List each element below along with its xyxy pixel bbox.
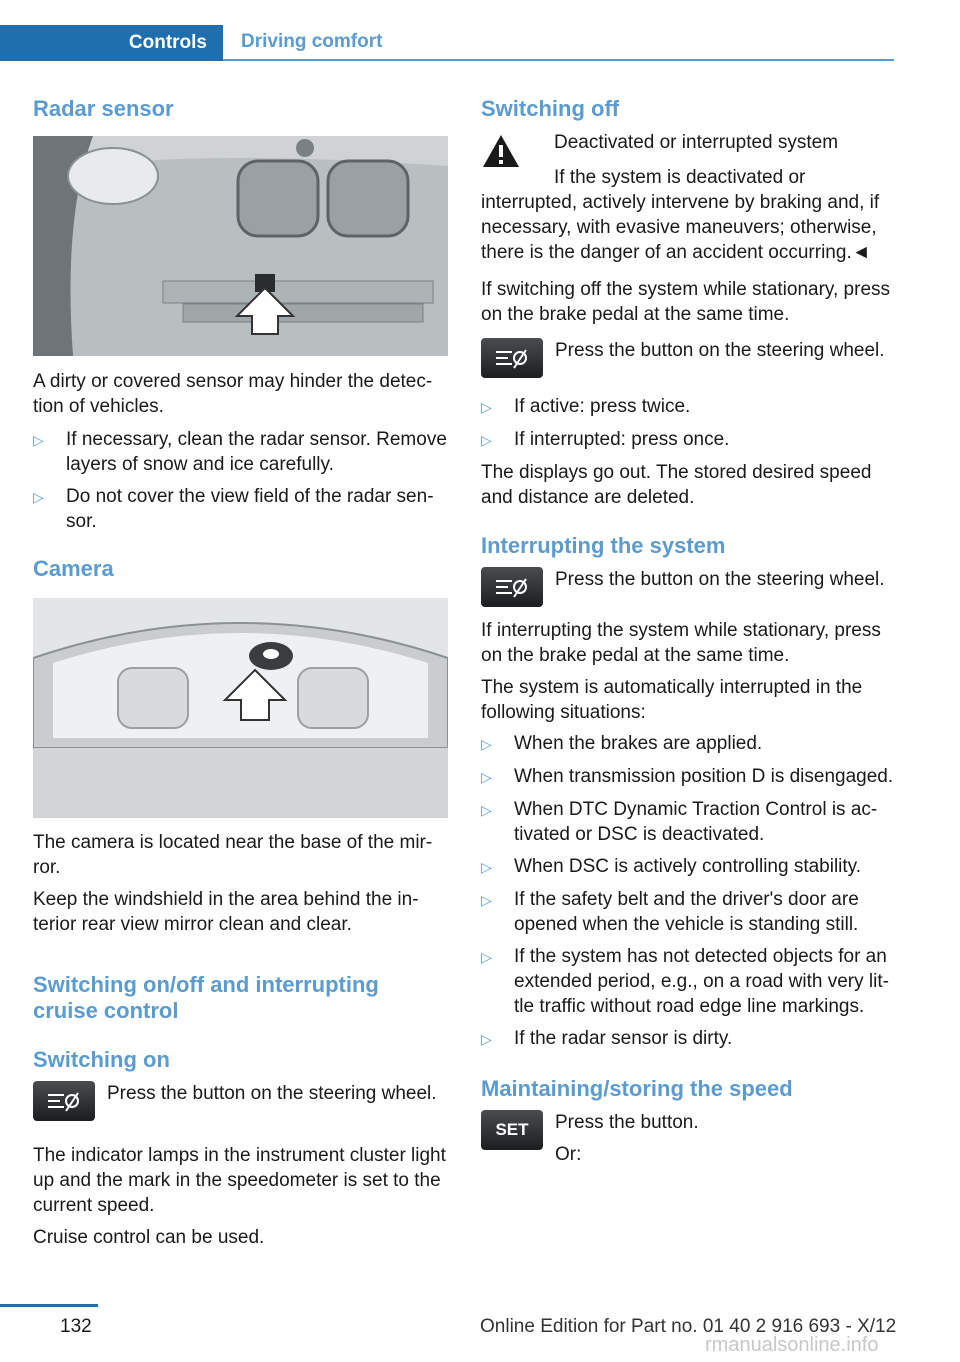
- warning-block: [481, 130, 897, 169]
- interrupt-text-situations: The system is automatically interrupted in the following situations:: [481, 677, 863, 723]
- triangle-bullet-icon: ▷: [481, 769, 492, 785]
- footer-rule: [0, 1304, 98, 1307]
- list-item: ▷ If the radar sensor is dirty.: [481, 1026, 897, 1052]
- warning-icon: [481, 133, 521, 169]
- switching-off-heading: Switching off: [481, 96, 620, 121]
- switch-on-text-lamps: The indicator lamps in the instrument cluster light up and the mark in the speedometer is set to the current speed.: [33, 1145, 446, 1216]
- list-item: ▷ If the system has not detected objects for an extended period, e.g., on a road with very little traffic without road edge line markings.: [481, 946, 889, 1017]
- warning-text: If the system is deactivated or interrupted, actively intervene by braking and, if necessary, with evasive maneuvers; otherwise, there is the danger of an accident occurring.◄: [481, 167, 880, 263]
- interrupt-list: [481, 731, 897, 1052]
- edition-text: Online Edition for Part no. 01 40 2 916 693 - X/12: [480, 1316, 897, 1337]
- windshield-illustration: [33, 598, 448, 818]
- maintain-text-or: Or:: [555, 1144, 582, 1165]
- camera-photo: [33, 598, 448, 818]
- triangle-bullet-icon: ▷: [33, 432, 44, 448]
- switching-heading: Switching on/off and interrupting cruise control: [33, 972, 379, 1023]
- left-column: [33, 96, 448, 1250]
- page-number: 132: [60, 1316, 92, 1337]
- interrupt-button-text: Press the button on the steering wheel.: [555, 569, 885, 590]
- triangle-bullet-icon: ▷: [33, 489, 44, 505]
- triangle-bullet-icon: ▷: [481, 802, 492, 818]
- camera-text-windshield: Keep the windshield in the area behind the interior rear view mirror clean and clear.: [33, 889, 419, 935]
- switch-off-result-text: The displays go out. The stored desired speed and distance are deleted.: [481, 462, 872, 508]
- warning-title: Deactivated or interrupted system: [554, 132, 839, 153]
- switch-off-button-text: Press the button on the steering wheel.: [555, 340, 885, 361]
- cruise-control-button-icon: [481, 567, 543, 607]
- radar-sensor-heading: Radar sensor: [33, 96, 174, 121]
- section-tab-driving-comfort: Driving comfort: [223, 25, 894, 61]
- maintaining-heading: Maintaining/storing the speed: [481, 1076, 793, 1101]
- radar-sensor-text: A dirty or covered sensor may hinder the detection of vehicles.: [33, 371, 433, 417]
- triangle-bullet-icon: ▷: [481, 859, 492, 875]
- interrupting-heading: Interrupting the system: [481, 533, 726, 558]
- triangle-bullet-icon: ▷: [481, 432, 492, 448]
- switch-on-text-usable: Cruise control can be used.: [33, 1227, 265, 1248]
- list-item: ▷ When DSC is actively controlling stability.: [481, 854, 897, 880]
- switch-off-text: If switching off the system while stationary, press on the brake pedal at the same time.: [481, 279, 891, 325]
- car-front-illustration: [33, 136, 448, 356]
- radar-sensor-photo: [33, 136, 448, 356]
- switching-on-heading: Switching on: [33, 1047, 170, 1072]
- list-item: ▷ If active: press twice.: [481, 394, 897, 420]
- interrupt-text-stationary: If interrupting the system while stationary, press on the brake pedal at the same time.: [481, 620, 881, 666]
- triangle-bullet-icon: ▷: [481, 399, 492, 415]
- triangle-bullet-icon: ▷: [481, 892, 492, 908]
- camera-text-location: The camera is located near the base of the mirror.: [33, 832, 433, 878]
- triangle-bullet-icon: ▷: [481, 949, 492, 965]
- switch-on-button-text: Press the button on the steering wheel.: [107, 1083, 437, 1104]
- triangle-bullet-icon: ▷: [481, 1031, 492, 1047]
- camera-heading: Camera: [33, 556, 114, 581]
- cruise-control-button-icon: [481, 338, 543, 378]
- list-item: ▷ If interrupted: press once.: [481, 427, 897, 453]
- interrupt-instruction: [481, 567, 897, 607]
- switch-off-instruction: [481, 338, 897, 378]
- list-item: ▷ Do not cover the view field of the radar sensor.: [33, 486, 434, 532]
- cruise-control-button-icon: [33, 1081, 95, 1121]
- right-column: [481, 96, 897, 1167]
- watermark: rmanualsonline.info: [705, 1334, 879, 1356]
- switch-on-instruction: [33, 1081, 448, 1121]
- section-tab-controls: Controls: [0, 25, 223, 61]
- triangle-bullet-icon: ▷: [481, 736, 492, 752]
- list-item: ▷ If the safety belt and the driver's door are opened when the vehicle is standing still.: [481, 889, 859, 935]
- list-item: ▷ If necessary, clean the radar sensor. Remove layers of snow and ice carefully.: [33, 429, 447, 475]
- maintain-instruction: [481, 1110, 897, 1167]
- list-item: ▷ When the brakes are applied.: [481, 731, 897, 757]
- set-button-icon: SET: [481, 1110, 543, 1150]
- page-header: [0, 25, 894, 61]
- list-item: ▷ When DTC Dynamic Traction Control is activated or DSC is deactivated.: [481, 799, 878, 845]
- list-item: ▷ When transmission position D is disengaged.: [481, 764, 897, 790]
- maintain-text-press: Press the button.: [555, 1112, 699, 1133]
